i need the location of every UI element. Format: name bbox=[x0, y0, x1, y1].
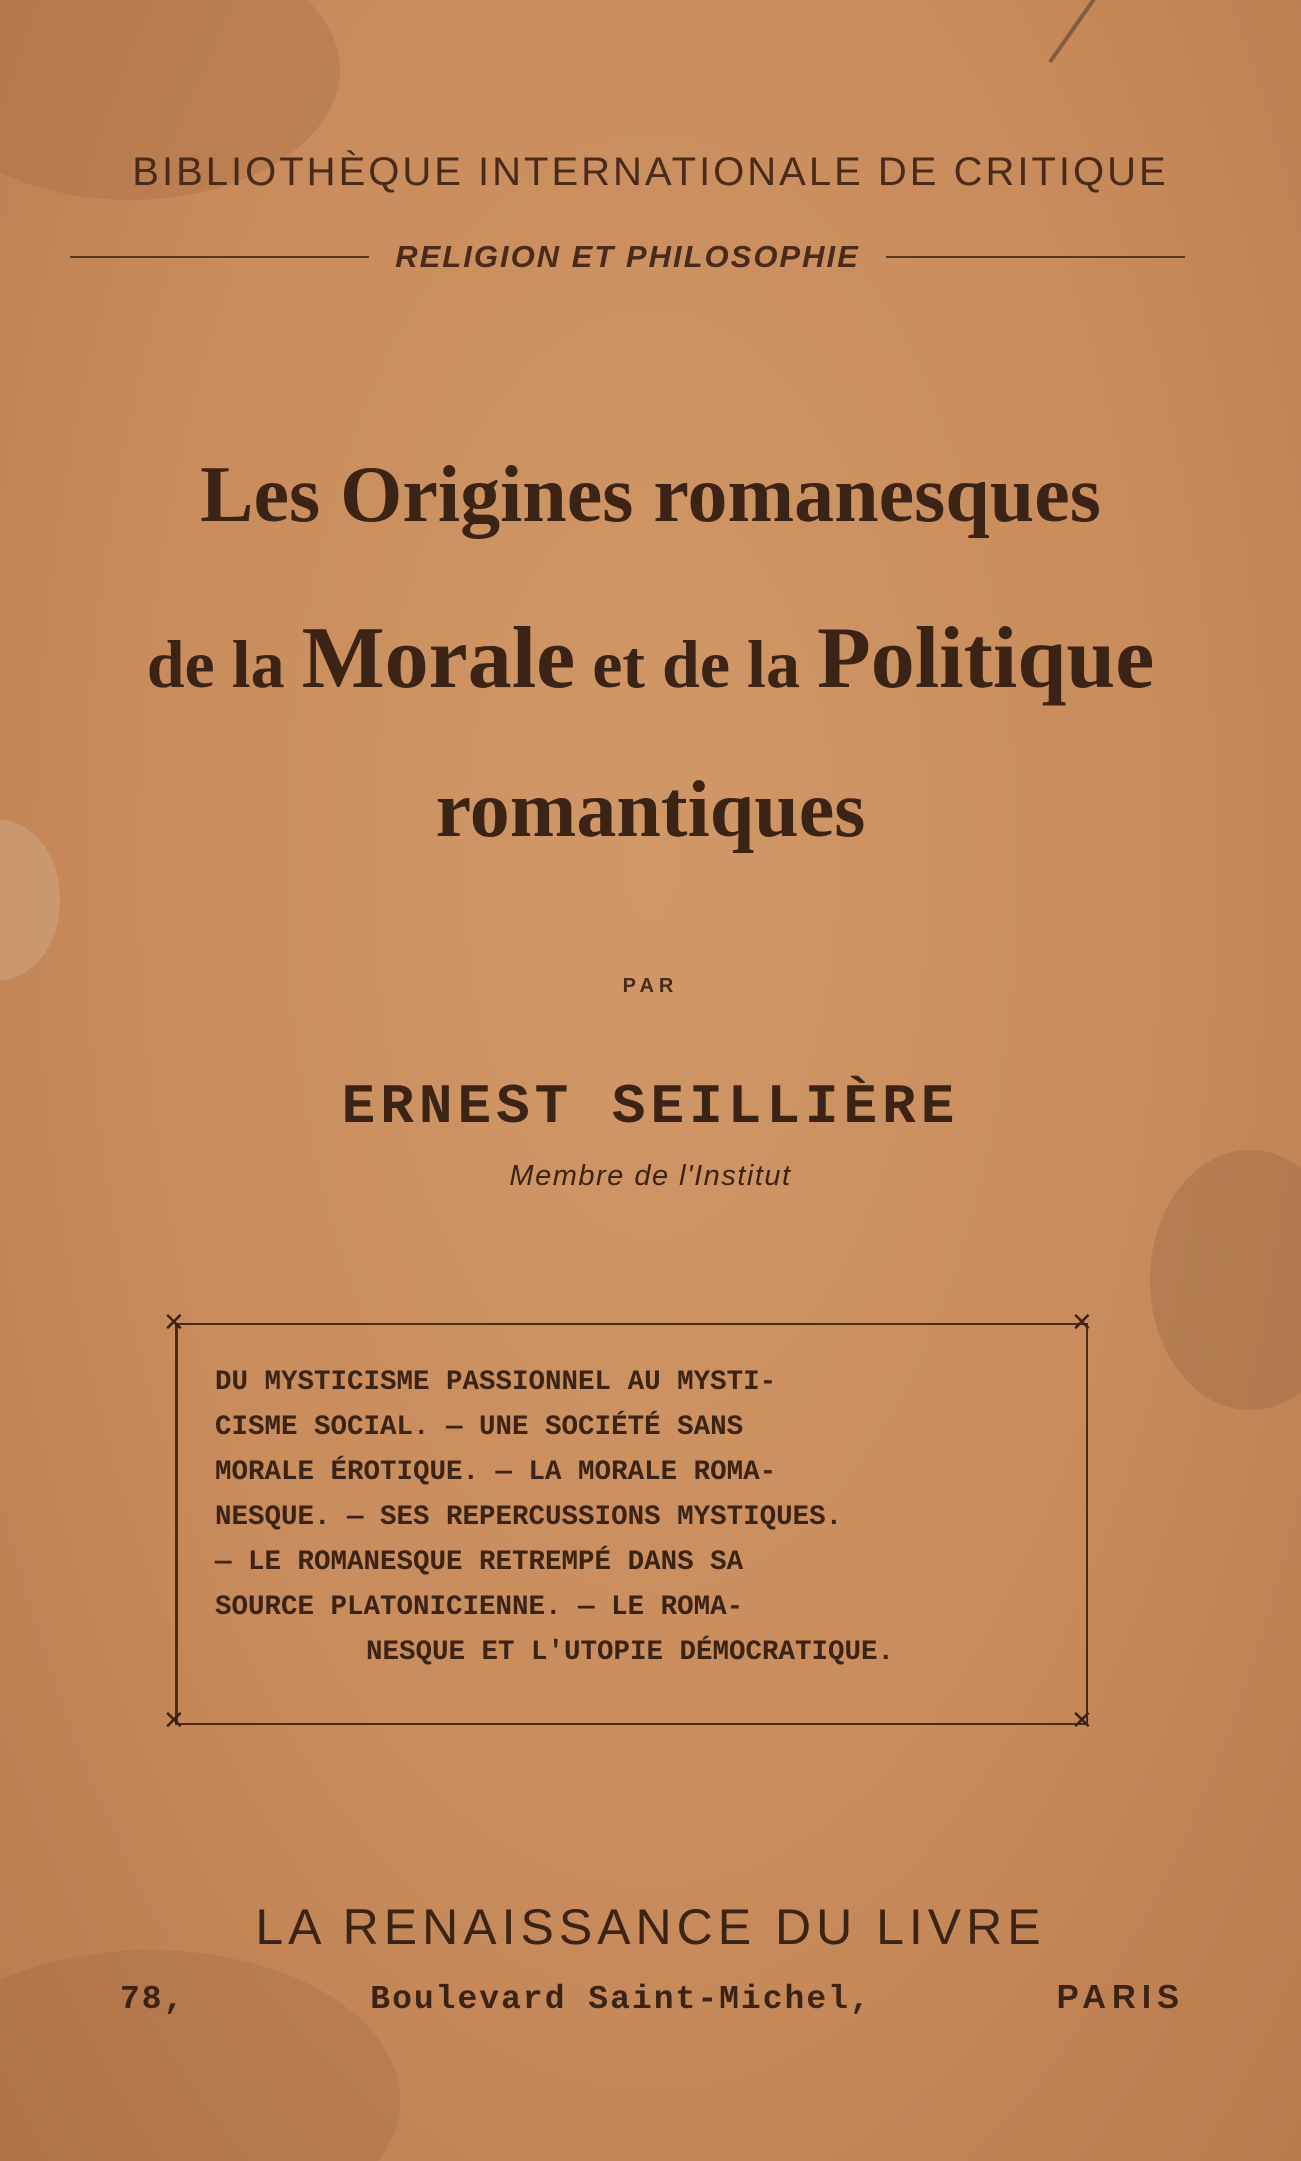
book-title-line-2 bbox=[0, 608, 1301, 709]
book-title-line-1: Les Origines romanesques bbox=[200, 451, 1101, 539]
series-title: BIBLIOTHÈQUE INTERNATIONALE DE CRITIQUE bbox=[132, 150, 1169, 194]
contents-summary bbox=[215, 1360, 1045, 1675]
corner-ornament: ✕ bbox=[1071, 1308, 1093, 1338]
author-affiliation: Membre de l'Institut bbox=[509, 1160, 792, 1192]
by-label: PAR bbox=[622, 975, 679, 997]
address-number: 78, bbox=[120, 1981, 186, 2018]
title-fragment: de la bbox=[146, 626, 285, 702]
rule-left bbox=[70, 256, 369, 258]
publisher-name: LA RENAISSANCE DU LIVRE bbox=[255, 1899, 1046, 1955]
contents-line: SOURCE PLATONICIENNE. — LE ROMA- bbox=[215, 1592, 744, 1623]
corner-ornament: ✕ bbox=[163, 1308, 185, 1338]
title-fragment-morale: Morale bbox=[301, 610, 576, 707]
rule-right bbox=[886, 256, 1185, 258]
book-title-line-3: romantiques bbox=[435, 766, 866, 854]
title-fragment: et de la bbox=[592, 626, 800, 702]
address-street: Boulevard Saint-Michel, bbox=[370, 1981, 872, 2018]
contents-line: CISME SOCIAL. — UNE SOCIÉTÉ SANS bbox=[215, 1412, 744, 1443]
author-name: ERNEST SEILLIÈRE bbox=[341, 1075, 960, 1139]
publisher-address bbox=[120, 1978, 1185, 2018]
pencil-mark bbox=[1048, 0, 1097, 63]
contents-line: NESQUE ET L'UTOPIE DÉMOCRATIQUE. bbox=[365, 1637, 895, 1668]
series-subtitle: RELIGION ET PHILOSOPHIE bbox=[395, 239, 860, 274]
series-subtitle-row bbox=[70, 232, 1185, 282]
corner-ornament: ✕ bbox=[163, 1706, 185, 1736]
title-fragment-politique: Politique bbox=[816, 610, 1155, 707]
contents-line: NESQUE. — SES REPERCUSSIONS MYSTIQUES. bbox=[215, 1502, 843, 1533]
corner-ornament: ✕ bbox=[1071, 1706, 1093, 1736]
contents-line: — LE ROMANESQUE RETREMPÉ DANS SA bbox=[215, 1547, 744, 1578]
contents-line: DU MYSTICISME PASSIONNEL AU MYSTI- bbox=[215, 1367, 777, 1398]
contents-line: MORALE ÉROTIQUE. — LA MORALE ROMA- bbox=[215, 1457, 777, 1488]
address-city: PARIS bbox=[1056, 1978, 1185, 2015]
